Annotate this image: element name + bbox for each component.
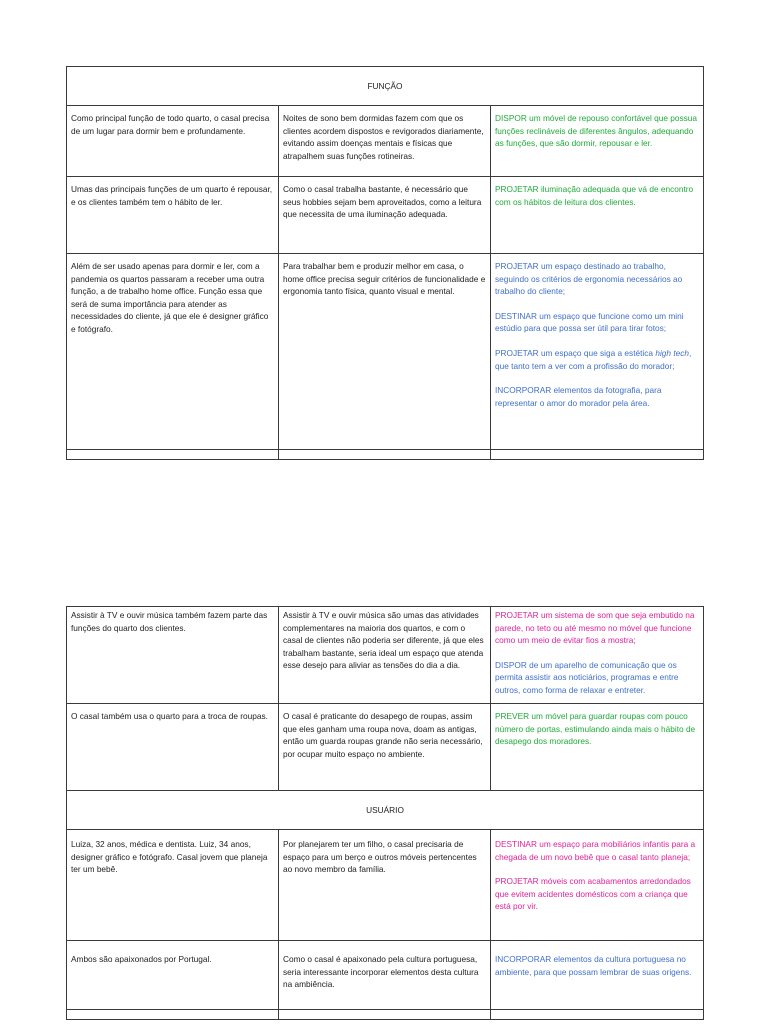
requirement-emphasis: high tech: [655, 347, 690, 358]
requirement-text: PROJETAR um espaço destinado ao trabalho, seguindo os critérios de ergonomia necessários ao trabalho do cliente;: [495, 261, 683, 297]
requirement-text-part: PROJETAR um espaço que siga a estética: [495, 347, 656, 358]
table-row: [67, 177, 704, 254]
requirement-text: PROJETAR um sistema de som que seja embutido na parede, no teto ou até mesmo no móvel que funcione como um meio de evitar fios a mostra;: [495, 610, 695, 646]
requirement-text: DESTINAR um espaço que funcione como um mini estúdio para que possa ser útil para tirar fotos;: [495, 310, 684, 334]
table-row-empty: [67, 450, 704, 460]
cell-justification: Como o casal trabalha bastante, é necessário que seus hobbies sejam bem aproveitados, como a leitura que necessita de uma iluminação adequada.: [279, 177, 491, 254]
empty-cell: [279, 1010, 491, 1020]
table-row: [67, 704, 704, 791]
cell-requirement: [491, 177, 704, 254]
section-header-usuario: USUÁRIO: [67, 791, 704, 830]
cell-observation: Assistir à TV e ouvir música também fazem parte das funções do quarto dos clientes.: [67, 607, 279, 704]
cell-requirement: [491, 254, 704, 450]
cell-justification: Por planejarem ter um filho, o casal precisaria de espaço para um berço e outros móveis pertencentes ao novo membro da família.: [279, 830, 491, 941]
table-row: [67, 254, 704, 450]
cell-justification: Para trabalhar bem e produzir melhor em casa, o home office precisa seguir critérios de funcionalidade e ergonomia tanto física, quanto visual e mental.: [279, 254, 491, 450]
table-row: [67, 941, 704, 1010]
requirement-text: INCORPORAR elementos da cultura portuguesa no ambiente, para que possam lembrar de suas origens.: [495, 954, 692, 977]
requirement-text: INCORPORAR elementos da fotografia, para representar o amor do morador pela área.: [495, 385, 662, 408]
table-row: [67, 830, 704, 941]
table-row: [67, 607, 704, 704]
cell-requirement: [491, 106, 704, 177]
cell-observation: Como principal função de todo quarto, o casal precisa de um lugar para dormir bem e profundamente.: [67, 106, 279, 177]
cell-requirement: [491, 704, 704, 791]
cell-observation: Além de ser usado apenas para dormir e ler, com a pandemia os quartos passaram a receber uma outra função, a de trabalho home office. Função essa que será de suma importância para atender as necessidades do cliente, já que ele é designer gráfico e fotógrafo.: [67, 254, 279, 450]
requirement-text: DISPOR de um aparelho de comunicação que os permita assistir aos noticiários, programas e entre outros, como forma de relaxar e entreter.: [495, 659, 679, 695]
requirement-text-part: , que tanto tem a ver com a profissão do morador;: [495, 347, 692, 371]
cell-observation: O casal também usa o quarto para a troca de roupas.: [67, 704, 279, 791]
requirement-text: PREVER um móvel para guardar roupas com pouco número de portas, estimulando ainda mais o hábito de desapego dos moradores.: [495, 711, 696, 747]
empty-cell: [491, 1010, 704, 1020]
user-table: [66, 606, 704, 1020]
cell-justification: Noites de sono bem dormidas fazem com que os clientes acordem dispostos e revigorados diariamente, evitando assim doenças mentais e físicas que atrapalhem suas funções rotineiras.: [279, 106, 491, 177]
function-table: [66, 66, 704, 460]
empty-cell: [279, 450, 491, 460]
cell-justification: O casal é praticante do desapego de roupas, assim que eles ganham uma roupa nova, doam as antigas, então um guarda roupas grande não seria necessário, por ocupar muito espaço no ambiente.: [279, 704, 491, 791]
cell-requirement: [491, 941, 704, 1010]
cell-requirement: [491, 830, 704, 941]
table-header-row: [67, 67, 704, 106]
cell-justification: Como o casal é apaixonado pela cultura portuguesa, seria interessante incorporar elementos desta cultura na ambiência.: [279, 941, 491, 1010]
table-header-row: [67, 791, 704, 830]
requirement-text: DISPOR um móvel de repouso confortável que possua funções reclináveis de diferentes ângulos, adequando as funções, que são dormir, repousar e ler.: [495, 113, 697, 149]
requirement-text: PROJETAR iluminação adequada que vá de encontro com os hábitos de leitura dos clientes.: [495, 184, 694, 207]
requirement-text: DESTINAR um espaço para mobiliários infantis para a chegada de um novo bebê que o casal tanto planeja;: [495, 839, 696, 862]
cell-observation: Luiza, 32 anos, médica e dentista. Luiz, 34 anos, designer gráfico e fotógrafo. Casal jovem que planeja ter um bebê.: [67, 830, 279, 941]
requirement-text: [495, 347, 699, 372]
table-row: [67, 106, 704, 177]
requirement-text: PROJETAR móveis com acabamentos arredondados que evitem acidentes domésticos com a criança que está por vir.: [495, 876, 691, 912]
section-header-funcao: FUNÇÃO: [67, 67, 704, 106]
table-row-empty: [67, 1010, 704, 1020]
cell-observation: Umas das principais funções de um quarto é repousar, e os clientes também tem o hábito de ler.: [67, 177, 279, 254]
cell-requirement: [491, 607, 704, 704]
empty-cell: [67, 450, 279, 460]
empty-cell: [67, 1010, 279, 1020]
empty-cell: [491, 450, 704, 460]
cell-observation: Ambos são apaixonados por Portugal.: [67, 941, 279, 1010]
cell-justification: Assistir à TV e ouvir música são umas das atividades complementares na maioria dos quartos, e com o casal de clientes não poderia ser diferente, já que eles trabalham bastante, seria ideal um espaço que atenda esse desejo para aliviar as tensões do dia a dia.: [279, 607, 491, 704]
